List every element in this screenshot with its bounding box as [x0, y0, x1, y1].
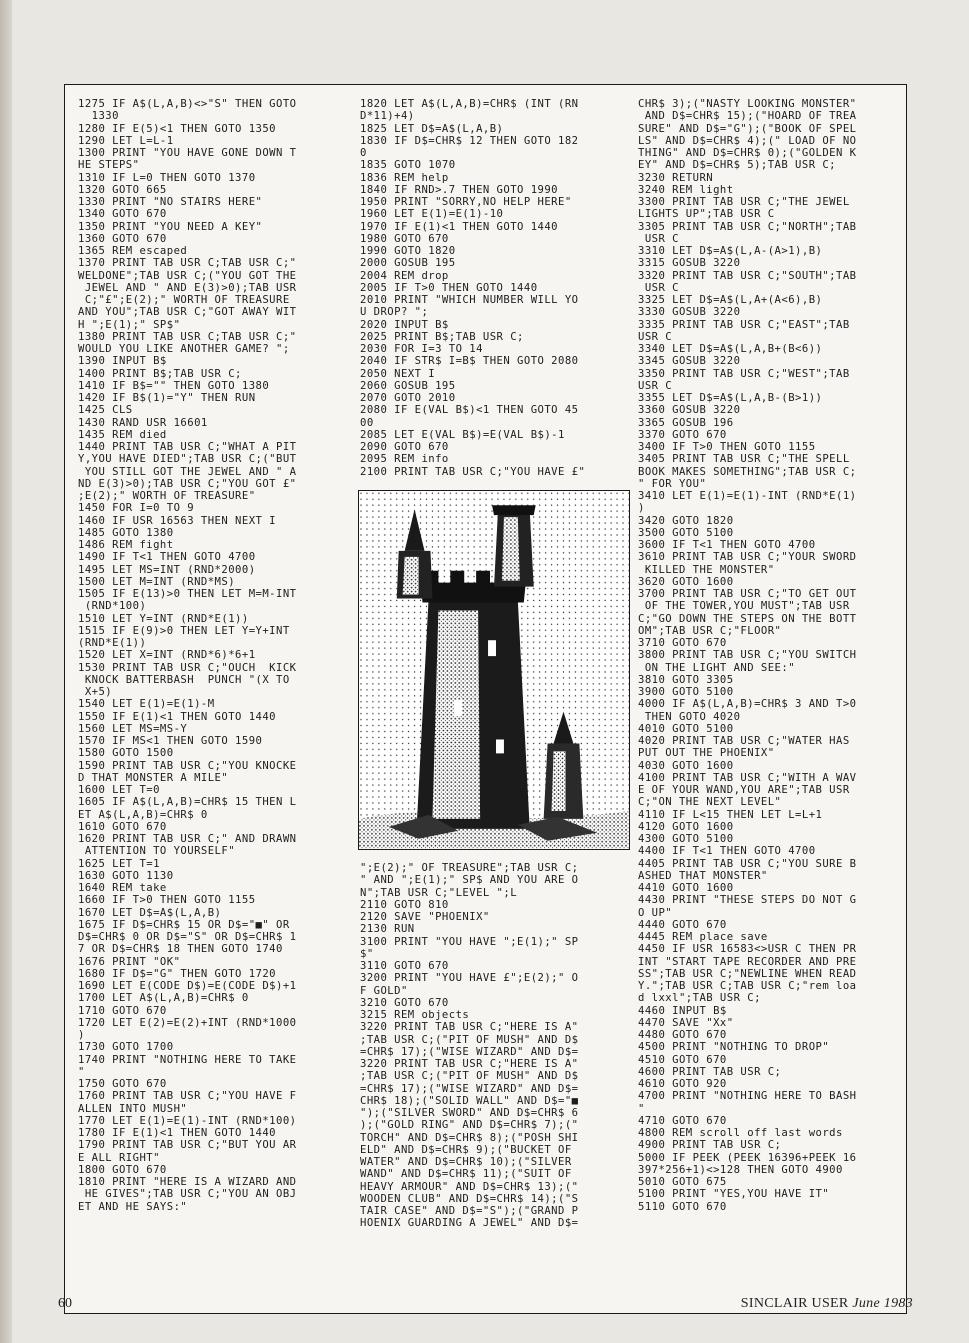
code-line: 4450 IF USR 16583<>USR C THEN PR [638, 943, 857, 956]
code-line: 1810 PRINT "HERE IS A WIZARD AND [78, 1176, 297, 1188]
code-line: 1350 PRINT "YOU NEED A KEY" [78, 220, 263, 233]
code-line: 3200 PRINT "YOU HAVE £";E(2);" O [360, 972, 579, 985]
code-line: 1300 PRINT "YOU HAVE GONE DOWN T [78, 147, 297, 159]
code-line: 1840 IF RND>.7 THEN GOTO 1990 [360, 183, 559, 196]
code-line: C;"ON THE NEXT LEVEL" [638, 796, 782, 809]
code-line: 1495 LET MS=INT (RND*2000) [78, 563, 256, 576]
code-line: 1290 LET L=L-1 [78, 134, 174, 147]
code-line: 1515 IF E(9)>0 THEN LET Y=Y+INT [78, 624, 290, 637]
code-line: Y,YOU HAVE DIED";TAB USR C;("BUT [78, 453, 297, 466]
code-line: 3300 PRINT TAB USR C;"THE JEWEL [638, 196, 850, 208]
code-line: 1340 GOTO 670 [78, 208, 167, 221]
code-line: U DROP? "; [360, 306, 429, 319]
code-line: 1380 PRINT TAB USR C;TAB USR C;" [78, 330, 297, 343]
code-line: 1400 PRINT B$;TAB USR C; [78, 367, 242, 380]
tower-illustration [358, 490, 630, 850]
code-line: 1820 LET A$(L,A,B)=CHR$ (INT (RN [360, 98, 579, 110]
code-line: 3335 PRINT TAB USR C;"EAST";TAB [638, 318, 850, 331]
code-line: E OF YOUR WAND,YOU ARE";TAB USR [638, 784, 850, 796]
code-line: 4700 PRINT "NOTHING HERE TO BASH [638, 1090, 857, 1103]
code-line: 1450 FOR I=0 TO 9 [78, 502, 195, 515]
code-line: =CHR$ 17);("WISE WIZARD" AND D$= [360, 1045, 579, 1058]
code-line: 1280 IF E(5)<1 THEN GOTO 1350 [78, 122, 277, 135]
code-line: 2090 GOTO 670 [360, 441, 449, 453]
code-line: WAND" AND D$=CHR$ 11);("SUIT OF [360, 1168, 572, 1181]
code-line: D*11)+4) [360, 110, 415, 123]
code-line: 4460 INPUT B$ [638, 1004, 727, 1017]
code-line: X+5) [78, 686, 113, 698]
code-line: CHR$ 3);("NASTY LOOKING MONSTER" [638, 98, 857, 110]
code-line: 1590 PRINT TAB USR C;"YOU KNOCKE [78, 759, 297, 772]
code-line: 4500 PRINT "NOTHING TO DROP" [638, 1041, 830, 1054]
code-line: 2005 IF T>0 THEN GOTO 1440 [360, 281, 538, 294]
listing-column-3 [638, 98, 906, 1213]
code-line: 2120 SAVE "PHOENIX" [360, 911, 490, 923]
code-line: 1970 IF E(1)<1 THEN GOTO 1440 [360, 220, 559, 233]
code-line: 1980 GOTO 670 [360, 232, 449, 245]
code-line: " FOR YOU" [638, 477, 707, 490]
code-line: 1740 PRINT "NOTHING HERE TO TAKE [78, 1053, 297, 1066]
code-line: ;TAB USR C;("PIT OF MUSH" AND D$ [360, 1033, 579, 1046]
code-line: 4120 GOTO 1600 [638, 820, 734, 833]
code-line: 4480 GOTO 670 [638, 1029, 727, 1041]
code-line: 1960 LET E(1)=E(1)-10 [360, 208, 504, 221]
code-line: 1660 IF T>0 THEN GOTO 1155 [78, 894, 256, 907]
code-line: 3500 GOTO 5100 [638, 526, 734, 539]
code-line: 4010 GOTO 5100 [638, 722, 734, 735]
code-line: F GOLD" [360, 984, 408, 997]
code-line: 2020 INPUT B$ [360, 318, 449, 331]
code-line: 1730 GOTO 1700 [78, 1041, 174, 1054]
code-line: AND D$=CHR$ 15);("HOARD OF TREA [638, 110, 857, 123]
code-line: 1770 LET E(1)=E(1)-INT (RND*100) [78, 1114, 297, 1127]
code-line: 3405 PRINT TAB USR C;"THE SPELL [638, 453, 850, 466]
code-line: 4020 PRINT TAB USR C;"WATER HAS [638, 735, 850, 747]
code-line: KNOCK BATTERBASH PUNCH "(X TO [78, 673, 290, 686]
code-line: USR C [638, 379, 673, 392]
code-line: 1540 LET E(1)=E(1)-M [78, 698, 215, 711]
code-line: 3110 GOTO 670 [360, 960, 449, 972]
code-line: C;"GO DOWN THE STEPS ON THE BOTT [638, 612, 857, 625]
code-line: 1580 GOTO 1500 [78, 747, 174, 760]
code-line: 1510 LET Y=INT (RND*E(1)) [78, 612, 249, 625]
code-line: ET AND HE SAYS:" [78, 1200, 188, 1213]
code-line: LS" AND D$=CHR$ 4);(" LOAD OF NO [638, 134, 857, 147]
code-line: 2080 IF E(VAL B$)<1 THEN GOTO 45 [360, 404, 579, 417]
code-line: 3210 GOTO 670 [360, 996, 449, 1009]
code-line: KILLED THE MONSTER" [638, 563, 775, 576]
code-line: 3240 REM light [638, 183, 734, 196]
code-line: 1836 REM help [360, 171, 449, 184]
code-line: SS";TAB USR C;"NEWLINE WHEN READ [638, 967, 857, 980]
code-line: 4300 GOTO 5100 [638, 833, 734, 845]
code-line: 4600 PRINT TAB USR C; [638, 1065, 782, 1078]
listing-column-2-bottom [360, 862, 628, 1230]
code-line: 2030 FOR I=3 TO 14 [360, 343, 483, 355]
code-line: 3365 GOSUB 196 [638, 416, 734, 429]
code-line: 3340 LET D$=A$(L,A,B+(B<6)) [638, 343, 823, 355]
code-line: 3900 GOTO 5100 [638, 686, 734, 698]
code-line: WOULD YOU LIKE ANOTHER GAME? "; [78, 343, 290, 355]
code-line: 4440 GOTO 670 [638, 918, 727, 931]
code-line: 3350 PRINT TAB USR C;"WEST";TAB [638, 367, 850, 380]
code-line: 1550 IF E(1)<1 THEN GOTO 1440 [78, 710, 277, 723]
code-line: 1605 IF A$(L,A,B)=CHR$ 15 THEN L [78, 796, 297, 809]
code-line: 3370 GOTO 670 [638, 428, 727, 441]
issue-date: June 1983 [852, 1296, 913, 1311]
code-line: 3700 PRINT TAB USR C;"TO GET OUT [638, 588, 857, 600]
code-line: 0 [360, 147, 367, 159]
code-line: ) [78, 1029, 85, 1041]
code-line: 3215 REM objects [360, 1009, 470, 1021]
code-line: 1780 IF E(1)<1 THEN GOTO 1440 [78, 1127, 277, 1139]
code-line: (RND*E(1)) [78, 637, 147, 649]
code-line: 2085 LET E(VAL B$)=E(VAL B$)-1 [360, 428, 565, 441]
code-line: 4100 PRINT TAB USR C;"WITH A WAV [638, 771, 857, 784]
code-line: 1830 IF D$=CHR$ 12 THEN GOTO 182 [360, 134, 579, 147]
code-line: 1950 PRINT "SORRY,NO HELP HERE" [360, 196, 572, 208]
code-line: 1560 LET MS=MS-Y [78, 722, 188, 735]
code-line: E ALL RIGHT" [78, 1151, 160, 1164]
code-line: Y.";TAB USR C;TAB USR C;"rem loa [638, 980, 857, 992]
code-line: 3360 GOSUB 3220 [638, 404, 741, 417]
code-line: USR C [638, 232, 679, 245]
code-line: 1720 LET E(2)=E(2)+INT (RND*1000 [78, 1016, 297, 1029]
code-line: 1410 IF B$="" THEN GOTO 1380 [78, 379, 270, 392]
code-line: 4510 GOTO 670 [638, 1053, 727, 1066]
code-line: HE STEPS" [78, 159, 140, 172]
code-line: D THAT MONSTER A MILE" [78, 771, 229, 784]
code-line: 4710 GOTO 670 [638, 1114, 727, 1127]
code-line: 4110 IF L<15 THEN LET L=L+1 [638, 808, 823, 821]
code-line: 1620 PRINT TAB USR C;" AND DRAWN [78, 833, 297, 845]
code-line: 2050 NEXT I [360, 367, 436, 380]
code-line: d lxxl";TAB USR C; [638, 992, 761, 1005]
code-line: THING" AND D$=CHR$ 0);("GOLDEN K [638, 147, 857, 159]
code-line: 1570 IF MS<1 THEN GOTO 1590 [78, 735, 263, 747]
code-line: 2100 PRINT TAB USR C;"YOU HAVE £" [360, 465, 586, 478]
code-line: 3355 LET D$=A$(L,A,B-(B>1)) [638, 392, 823, 404]
code-line: THEN GOTO 4020 [638, 710, 741, 723]
code-line: 1360 GOTO 670 [78, 232, 167, 245]
code-line: HOENIX GUARDING A JEWEL" AND D$= [360, 1217, 579, 1230]
code-line: 2010 PRINT "WHICH NUMBER WILL YO [360, 294, 579, 306]
code-line: 1990 GOTO 1820 [360, 245, 456, 257]
code-line: 3305 PRINT TAB USR C;"NORTH";TAB [638, 220, 857, 233]
code-line: D$=CHR$ 0 OR D$="S" OR D$=CHR$ 1 [78, 931, 297, 943]
code-line: 1500 LET M=INT (RND*MS) [78, 575, 236, 588]
code-line: 3310 LET D$=A$(L,A-(A>1),B) [638, 245, 823, 257]
code-line: 2040 IF STR$ I=B$ THEN GOTO 2080 [360, 355, 579, 368]
code-line: 7 OR D$=CHR$ 18 THEN GOTO 1740 [78, 943, 283, 956]
code-line: 2060 GOSUB 195 [360, 379, 456, 392]
code-line: ALLEN INTO MUSH" [78, 1102, 188, 1115]
listing-column-1 [78, 98, 346, 1213]
code-line: WOODEN CLUB" AND D$=CHR$ 14);("S [360, 1192, 579, 1205]
code-line: 1310 IF L=0 THEN GOTO 1370 [78, 171, 256, 184]
code-line: " [78, 1065, 85, 1078]
code-line: 2004 REM drop [360, 269, 449, 282]
code-line: 3420 GOTO 1820 [638, 514, 734, 527]
code-line: C;"£";E(2);" WORTH OF TREASURE [78, 294, 290, 306]
code-line: ET A$(L,A,B)=CHR$ 0 [78, 808, 208, 821]
code-line: 2025 PRINT B$;TAB USR C; [360, 330, 524, 343]
code-line: 3600 IF T<1 THEN GOTO 4700 [638, 539, 816, 551]
code-line: 4430 PRINT "THESE STEPS DO NOT G [638, 894, 857, 907]
code-line: 1800 GOTO 670 [78, 1163, 167, 1176]
code-line: 3345 GOSUB 3220 [638, 355, 741, 368]
code-line: O UP" [638, 906, 673, 919]
code-line: ";E(2);" OF TREASURE";TAB USR C; [360, 862, 579, 874]
code-line: 4900 PRINT TAB USR C; [638, 1139, 782, 1152]
code-line: BOOK MAKES SOMETHING";TAB USR C; [638, 465, 857, 478]
code-line: 1520 LET X=INT (RND*6)*6+1 [78, 649, 256, 662]
code-line: 4030 GOTO 1600 [638, 759, 734, 772]
code-line: =CHR$ 17);("WISE WIZARD" AND D$= [360, 1082, 579, 1095]
code-line: 1485 GOTO 1380 [78, 526, 174, 539]
code-line: 3620 GOTO 1600 [638, 575, 734, 588]
code-line: 1390 INPUT B$ [78, 355, 167, 368]
code-line: 5010 GOTO 675 [638, 1176, 727, 1188]
code-line: 1505 IF E(13)>0 THEN LET M=M-INT [78, 588, 297, 600]
code-line: 1676 PRINT "OK" [78, 955, 181, 968]
code-line: 3610 PRINT TAB USR C;"YOUR SWORD [638, 551, 857, 564]
code-line: 3320 PRINT TAB USR C;"SOUTH";TAB [638, 269, 857, 282]
code-line: PUT OUT THE PHOENIX" [638, 747, 775, 760]
code-line: 1700 LET A$(L,A,B)=CHR$ 0 [78, 992, 249, 1005]
code-line: 1610 GOTO 670 [78, 820, 167, 833]
magazine-name: SINCLAIR USER [740, 1296, 849, 1311]
code-line: USR C [638, 330, 673, 343]
code-line: ;E(2);" WORTH OF TREASURE" [78, 490, 256, 502]
code-line: 3100 PRINT "YOU HAVE ";E(1);" SP [360, 935, 579, 948]
code-line: WELDONE";TAB USR C;("YOU GOT THE [78, 269, 297, 282]
code-line: YOU STILL GOT THE JEWEL AND " A [78, 465, 297, 478]
code-line: $" [360, 947, 374, 960]
code-line: 1370 PRINT TAB USR C;TAB USR C;" [78, 257, 297, 270]
code-line: HEAVY ARMOUR" AND D$=CHR$ 13);(" [360, 1180, 579, 1193]
code-line: 4470 SAVE "Xx" [638, 1016, 734, 1029]
code-line: 3325 LET D$=A$(L,A+(A<6),B) [638, 294, 823, 306]
code-line: ELD" AND D$=CHR$ 9);("BUCKET OF [360, 1143, 572, 1156]
code-line: 1640 REM take [78, 882, 167, 894]
code-line: 5000 IF PEEK (PEEK 16396+PEEK 16 [638, 1151, 857, 1164]
code-line: ) [638, 502, 645, 515]
code-line: " [638, 1102, 645, 1115]
code-line: OF THE TOWER,YOU MUST";TAB USR [638, 600, 850, 613]
code-line: 1750 GOTO 670 [78, 1078, 167, 1090]
code-line: 1690 LET E(CODE D$)=E(CODE D$)+1 [78, 980, 297, 992]
code-line: 4610 GOTO 920 [638, 1078, 727, 1090]
code-line: 397*256+1)<>128 THEN GOTO 4900 [638, 1163, 843, 1176]
code-line: 3330 GOSUB 3220 [638, 306, 741, 319]
code-line: CHR$ 18);("SOLID WALL" AND D$="■ [360, 1094, 579, 1107]
code-line: 3220 PRINT TAB USR C;"HERE IS A" [360, 1058, 579, 1070]
code-line: TORCH" AND D$=CHR$ 8);("POSH SHI [360, 1131, 579, 1144]
code-line: 4445 REM place save [638, 931, 768, 943]
code-line: INT "START TAPE RECORDER AND PRE [638, 955, 857, 968]
code-line: ");("SILVER SWORD" AND D$=CHR$ 6 [360, 1107, 579, 1119]
code-line: OM";TAB USR C;"FLOOR" [638, 624, 782, 637]
code-line: );("GOLD RING" AND D$=CHR$ 7);(" [360, 1119, 579, 1132]
code-line: 1675 IF D$=CHR$ 15 OR D$="■" OR [78, 918, 290, 931]
code-line: ND E(3)>0);TAB USR C;"YOU GOT £" [78, 477, 297, 490]
code-line: 3230 RETURN [638, 171, 714, 184]
code-line: 1486 REM fight [78, 539, 174, 551]
code-line: AND YOU";TAB USR C;"GOT AWAY WIT [78, 306, 297, 319]
code-line: 1365 REM escaped [78, 245, 188, 257]
binding-spine [0, 0, 12, 1343]
code-line: 1530 PRINT TAB USR C;"OUCH KICK [78, 661, 297, 674]
code-line: 4800 REM scroll off last words [638, 1127, 843, 1139]
listing-column-2-top [360, 98, 628, 478]
code-line: 1760 PRINT TAB USR C;"YOU HAVE F [78, 1090, 297, 1103]
code-line: 2095 REM info [360, 453, 449, 466]
code-line: HE GIVES";TAB USR C;"YOU AN OBJ [78, 1188, 297, 1201]
code-line: 4000 IF A$(L,A,B)=CHR$ 3 AND T>0 [638, 698, 857, 711]
code-line: 2000 GOSUB 195 [360, 257, 456, 270]
code-line: LIGHTS UP";TAB USR C [638, 208, 775, 221]
code-line: 00 [360, 416, 374, 429]
code-line: 1790 PRINT TAB USR C;"BUT YOU AR [78, 1139, 297, 1152]
code-line: 1440 PRINT TAB USR C;"WHAT A PIT [78, 441, 297, 453]
code-line: 3220 PRINT TAB USR C;"HERE IS A" [360, 1021, 579, 1034]
code-line: 1330 [78, 110, 119, 123]
code-line: 3810 GOTO 3305 [638, 673, 734, 686]
code-line: 1670 LET D$=A$(L,A,B) [78, 906, 222, 919]
code-line: H ";E(1);" SP$" [78, 318, 181, 331]
page-number: 60 [58, 1296, 72, 1311]
code-line: 3410 LET E(1)=E(1)-INT (RND*E(1) [638, 490, 857, 502]
code-line: 1490 IF T<1 THEN GOTO 4700 [78, 551, 256, 564]
code-line: 1420 IF B$(1)="Y" THEN RUN [78, 392, 256, 404]
code-line: WATER" AND D$=CHR$ 10);("SILVER [360, 1156, 572, 1168]
code-line: 3315 GOSUB 3220 [638, 257, 741, 270]
code-line: 2070 GOTO 2010 [360, 392, 456, 404]
code-line: 3710 GOTO 670 [638, 637, 727, 649]
code-line: 1320 GOTO 665 [78, 183, 167, 196]
code-line: 1430 RAND USR 16601 [78, 416, 208, 429]
code-line: 3400 IF T>0 THEN GOTO 1155 [638, 441, 816, 453]
code-line: 1625 LET T=1 [78, 857, 160, 870]
code-line: EY" AND D$=CHR$ 5);TAB USR C; [638, 159, 837, 172]
code-line: 1710 GOTO 670 [78, 1004, 167, 1017]
code-line: 1630 GOTO 1130 [78, 869, 174, 882]
code-line: " AND ";E(1);" SP$ AND YOU ARE O [360, 874, 579, 887]
code-line: N";TAB USR C;"LEVEL ";L [360, 886, 518, 899]
code-line: USR C [638, 281, 679, 294]
magazine-credit [741, 1296, 913, 1312]
code-line: 2110 GOTO 810 [360, 898, 449, 911]
code-line: 3800 PRINT TAB USR C;"YOU SWITCH [638, 649, 857, 662]
code-line: 1460 IF USR 16563 THEN NEXT I [78, 514, 277, 527]
code-line: 5100 PRINT "YES,YOU HAVE IT" [638, 1188, 830, 1201]
code-line: 4400 IF T<1 THEN GOTO 4700 [638, 845, 816, 858]
code-line: ATTENTION TO YOURSELF" [78, 845, 236, 858]
code-line: JEWEL AND " AND E(3)>0);TAB USR [78, 281, 297, 294]
code-line: 2130 RUN [360, 923, 415, 936]
code-line: 1330 PRINT "NO STAIRS HERE" [78, 196, 263, 208]
code-line: ON THE LIGHT AND SEE:" [638, 661, 796, 674]
code-line: 1825 LET D$=A$(L,A,B) [360, 122, 504, 135]
code-line: 1275 IF A$(L,A,B)<>"S" THEN GOTO [78, 98, 297, 110]
code-line: 4405 PRINT TAB USR C;"YOU SURE B [638, 857, 857, 870]
code-line: ASHED THAT MONSTER" [638, 869, 768, 882]
code-line: 1835 GOTO 1070 [360, 159, 456, 172]
code-line: ;TAB USR C;("PIT OF MUSH" AND D$ [360, 1070, 579, 1083]
code-line: 5110 GOTO 670 [638, 1200, 727, 1213]
code-line: 1435 REM died [78, 428, 167, 441]
code-line: 1425 CLS [78, 404, 133, 417]
code-line: 4410 GOTO 1600 [638, 882, 734, 894]
code-line: SURE" AND D$="G");("BOOK OF SPEL [638, 122, 857, 135]
code-line: 1600 LET T=0 [78, 784, 160, 796]
code-line: (RND*100) [78, 600, 147, 613]
code-line: TAIR CASE" AND D$="S");("GRAND P [360, 1205, 579, 1217]
code-line: 1680 IF D$="G" THEN GOTO 1720 [78, 967, 277, 980]
